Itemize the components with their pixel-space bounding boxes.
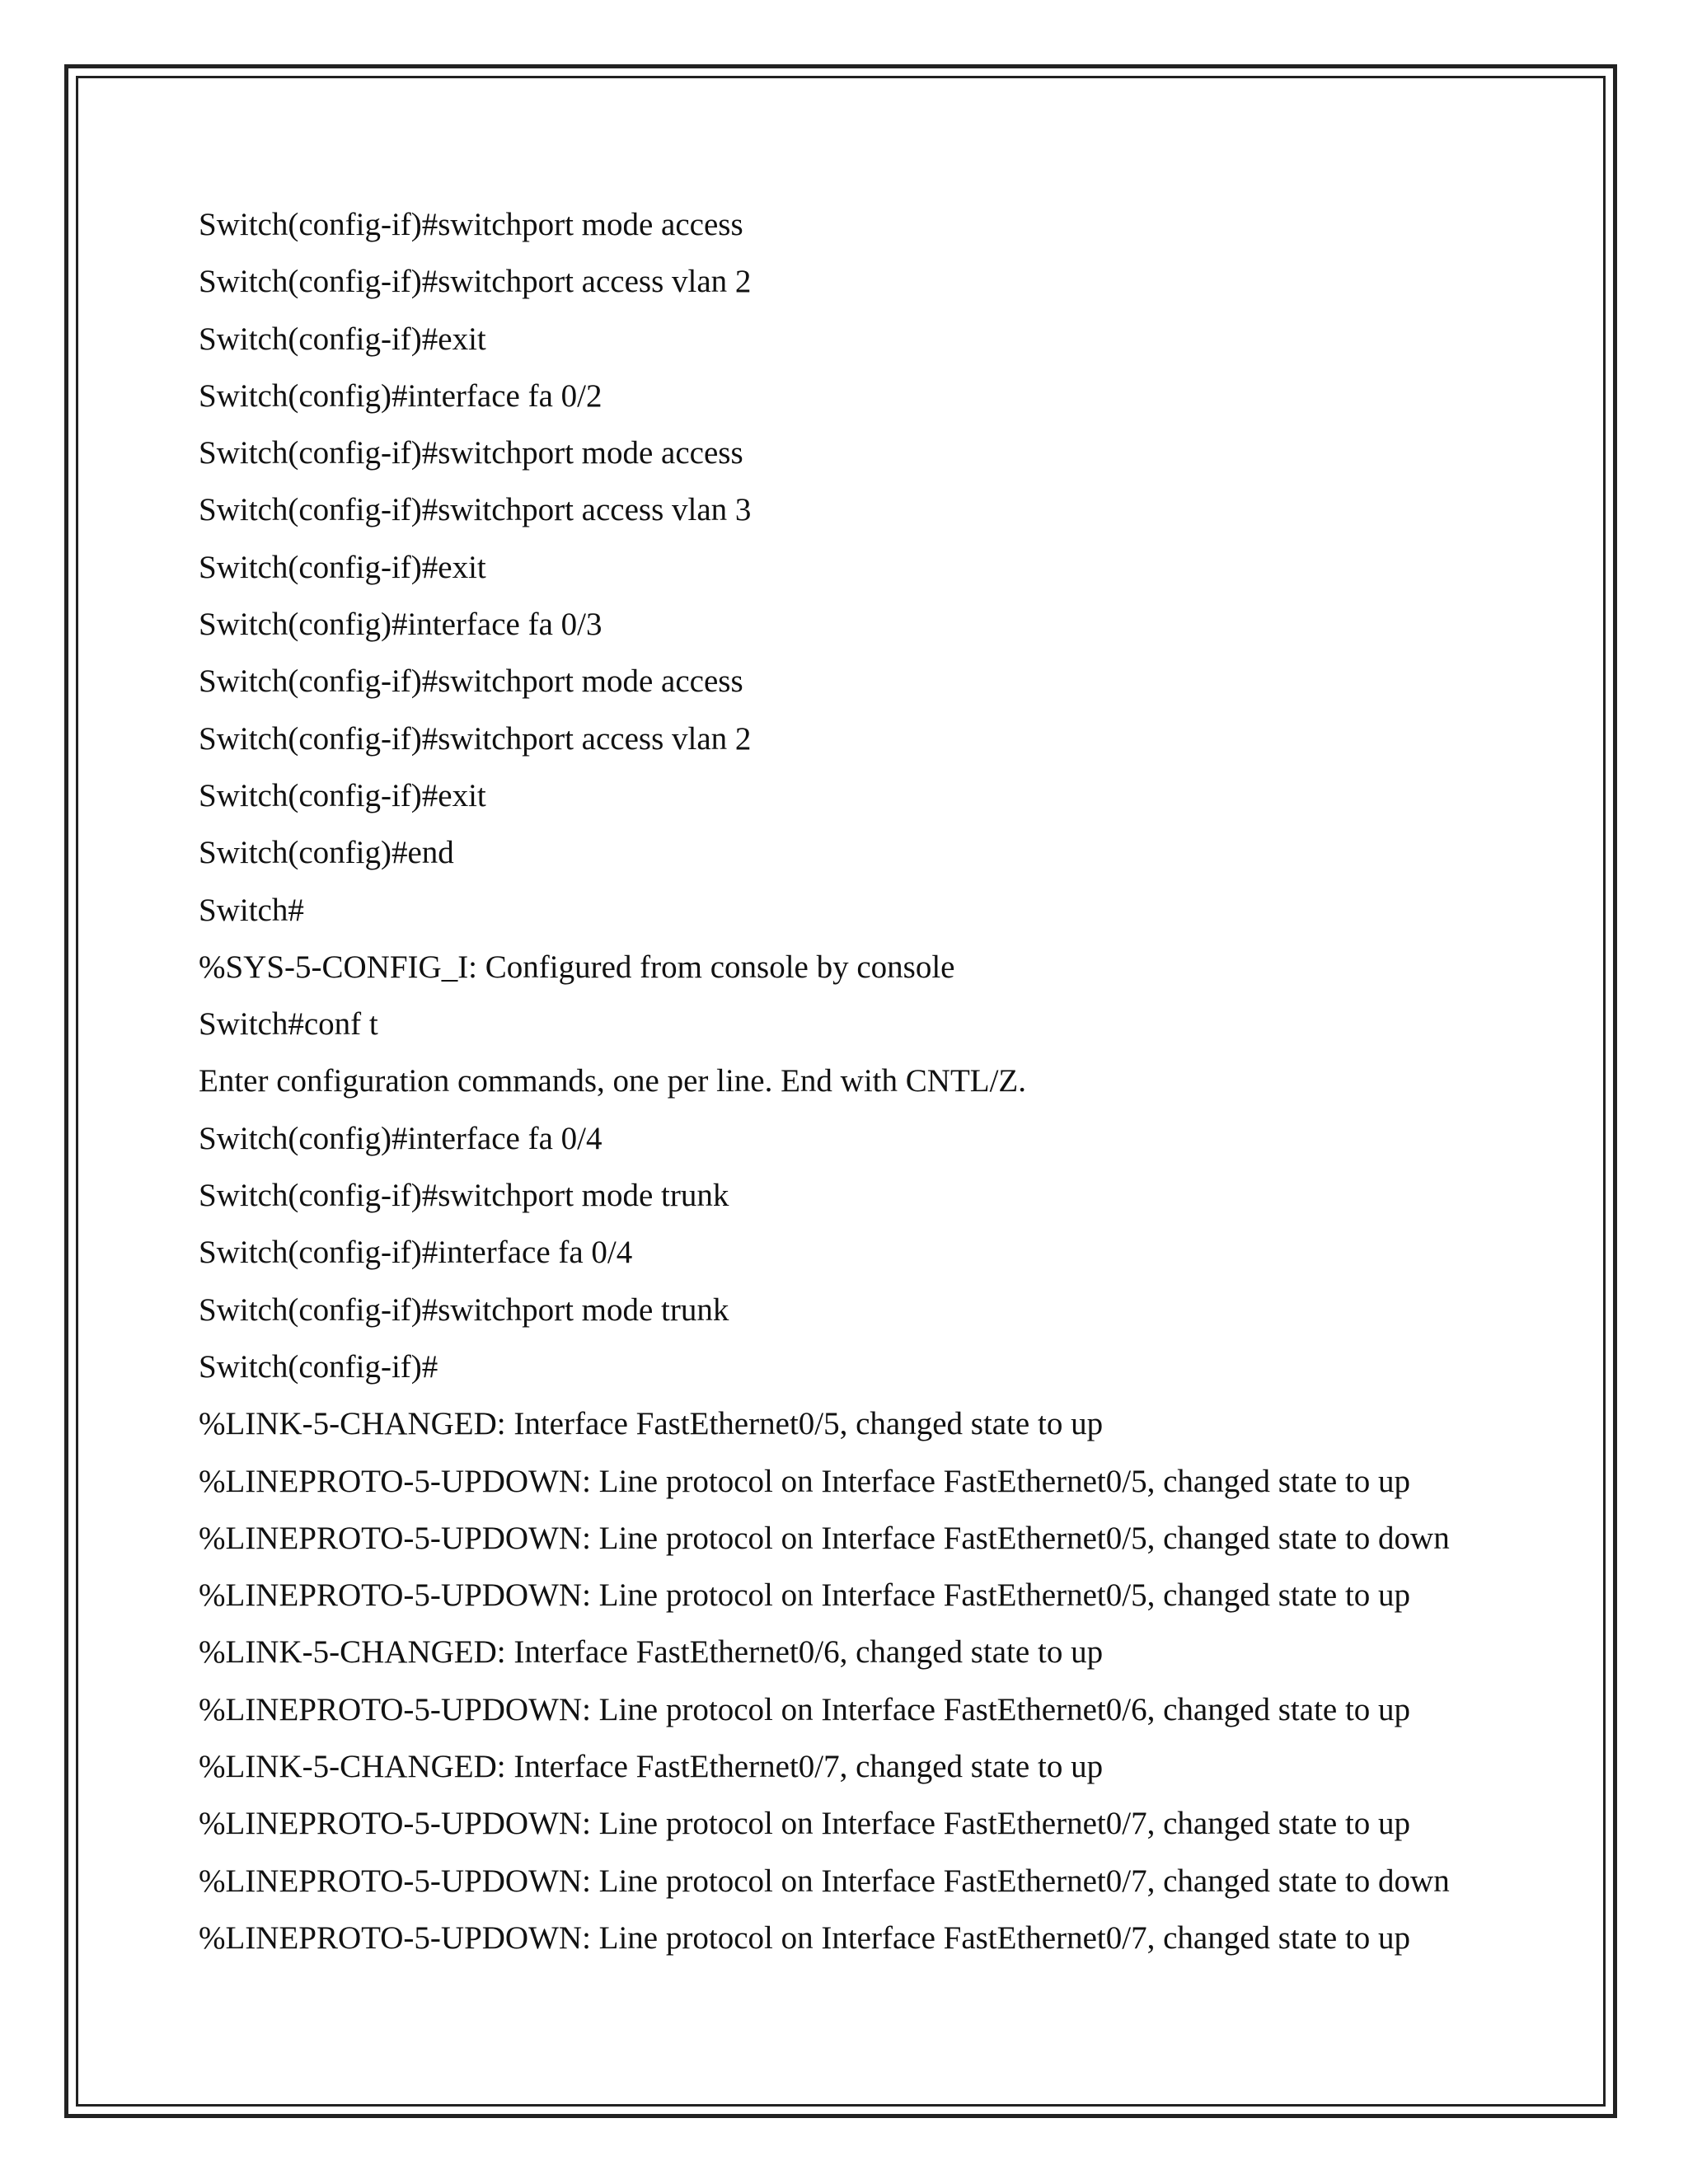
transcript-line: %LINEPROTO-5-UPDOWN: Line protocol on Interface FastEthernet0/5, changed state to down	[199, 1520, 1450, 1556]
transcript-line: Enter configuration commands, one per line. End with CNTL/Z.	[199, 1063, 1027, 1099]
transcript-line: Switch(config)#end	[199, 835, 454, 871]
transcript-line: Switch(config-if)#	[199, 1348, 438, 1385]
transcript-line: %LINK-5-CHANGED: Interface FastEthernet0/6, changed state to up	[199, 1634, 1104, 1671]
transcript-line: Switch(config-if)#switchport access vlan 2	[199, 720, 752, 757]
transcript-line: Switch(config)#interface fa 0/2	[199, 377, 603, 414]
transcript-line: Switch(config-if)#switchport mode access	[199, 435, 743, 471]
transcript-line: %LINK-5-CHANGED: Interface FastEthernet0/7, changed state to up	[199, 1749, 1104, 1785]
transcript-line: Switch#conf t	[199, 1006, 378, 1043]
transcript-line: %LINEPROTO-5-UPDOWN: Line protocol on Interface FastEthernet0/7, changed state to up	[199, 1806, 1411, 1842]
transcript-line: %LINEPROTO-5-UPDOWN: Line protocol on Interface FastEthernet0/5, changed state to up	[199, 1463, 1411, 1499]
transcript-line: Switch(config-if)#exit	[199, 777, 486, 813]
transcript-line: %LINEPROTO-5-UPDOWN: Line protocol on Interface FastEthernet0/6, changed state to up	[199, 1691, 1411, 1727]
transcript-line: Switch(config)#interface fa 0/4	[199, 1120, 603, 1156]
console-transcript	[199, 196, 1550, 1966]
transcript-line: Switch(config-if)#switchport mode trunk	[199, 1291, 729, 1328]
transcript-line: Switch(config-if)#interface fa 0/4	[199, 1235, 633, 1271]
transcript-line: Switch(config-if)#switchport mode trunk	[199, 1178, 729, 1214]
transcript-line: Switch(config)#interface fa 0/3	[199, 607, 603, 643]
transcript-line: %SYS-5-CONFIG_I: Configured from console by console	[199, 949, 955, 985]
transcript-line: Switch(config-if)#switchport access vlan 2	[199, 264, 752, 300]
transcript-line: Switch(config-if)#switchport access vlan 3	[199, 492, 752, 528]
transcript-line: Switch(config-if)#exit	[199, 549, 486, 585]
transcript-line: Switch(config-if)#exit	[199, 321, 486, 357]
transcript-line: %LINK-5-CHANGED: Interface FastEthernet0/5, changed state to up	[199, 1406, 1104, 1442]
transcript-line: %LINEPROTO-5-UPDOWN: Line protocol on Interface FastEthernet0/5, changed state to up	[199, 1577, 1411, 1614]
transcript-line: Switch(config-if)#switchport mode access	[199, 663, 743, 700]
transcript-line: %LINEPROTO-5-UPDOWN: Line protocol on Interface FastEthernet0/7, changed state to down	[199, 1863, 1450, 1899]
transcript-line: Switch#	[199, 892, 304, 928]
transcript-line: Switch(config-if)#switchport mode access	[199, 207, 743, 242]
transcript-line: %LINEPROTO-5-UPDOWN: Line protocol on Interface FastEthernet0/7, changed state to up	[199, 1919, 1411, 1956]
